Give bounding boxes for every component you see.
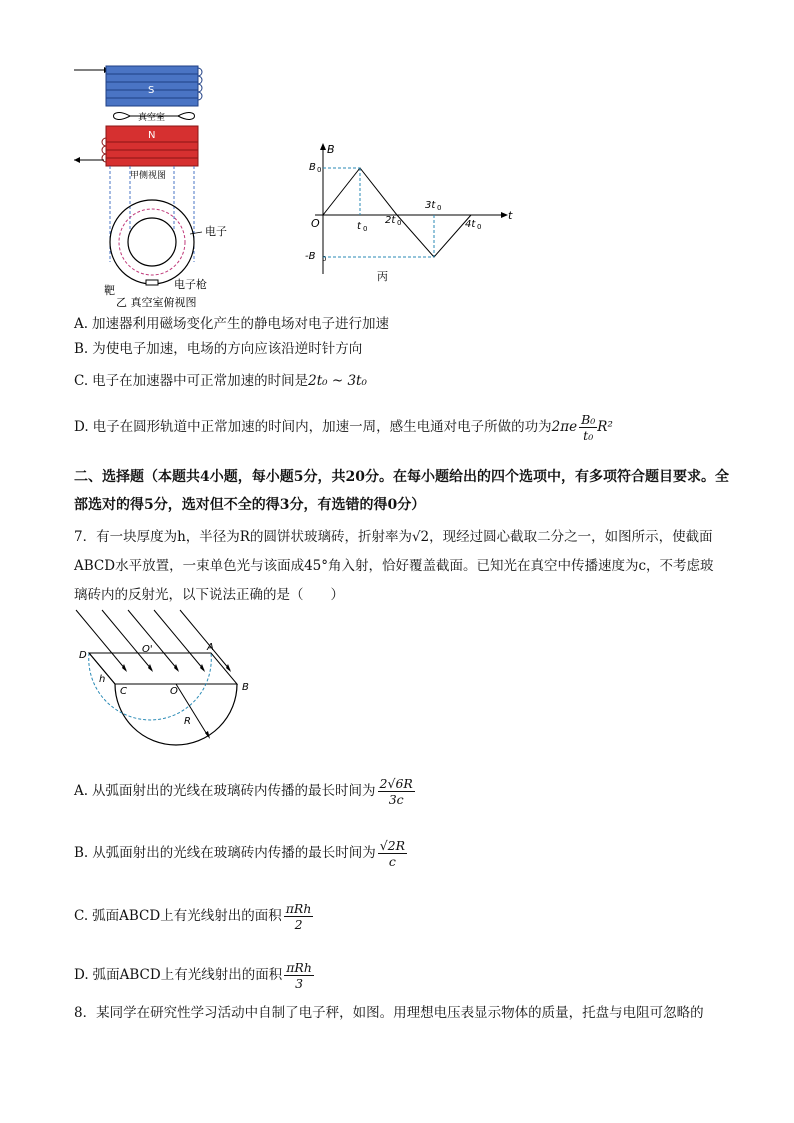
electron-label: 电子 [205, 225, 227, 238]
fraction: $\frac{\text{πRh}}{2}$ [285, 901, 312, 932]
neg-b0-label: -B [305, 251, 316, 262]
label-d: D [79, 650, 87, 661]
q6-option-c[interactable]: C. 电子在加速器中可正常加速的时间是2t₀ ~ 3t₀ [74, 373, 367, 389]
b0-label: B [309, 162, 316, 173]
fraction: $\frac{2√6R}{3c}$ [379, 776, 413, 807]
q7-option-c[interactable]: C. 弧面ABCD上有光线射出的面积 $\frac{\text{πRh}}{2}$ [74, 901, 312, 932]
label-h: h [99, 674, 106, 685]
fraction: $\frac{\text{B₀}}{\text{t₀}}$ [581, 412, 596, 443]
target-label: 靶 [104, 284, 115, 297]
q6-option-b[interactable]: B. 为使电子加速，电场的方向应该沿逆时针方向 [74, 341, 363, 357]
side-view-caption: 甲侧视图 [130, 171, 167, 181]
b-curve [323, 168, 471, 257]
origin-label: O [311, 217, 320, 230]
svg-text:0: 0 [477, 223, 482, 231]
figure-glass-brick [72, 606, 262, 746]
q7-option-d[interactable]: D. 弧面ABCD上有光线射出的面积 $\frac{\text{πRh}}{3}$ [74, 960, 312, 991]
top-view-caption: 乙 真空室俯视图 [116, 296, 197, 309]
n-label: N [148, 130, 156, 141]
outer-ring [110, 200, 194, 284]
svg-text:0: 0 [317, 166, 322, 174]
label-c: C [120, 686, 127, 697]
svg-text:0: 0 [397, 219, 402, 227]
q6-option-a[interactable]: A. 加速器利用磁场变化产生的静电场对电子进行加速 [74, 316, 390, 332]
label-o: O [170, 686, 178, 697]
fraction: $\frac{√2R}{c}$ [379, 838, 406, 869]
t2-label: 2t [385, 215, 396, 226]
label-r: R [184, 716, 191, 727]
electron-gun [146, 280, 158, 285]
inner-ring [128, 218, 176, 266]
fraction: $\frac{\text{πRh}}{3}$ [286, 960, 312, 991]
axis-y-label: B [327, 143, 335, 156]
svg-text:0: 0 [437, 204, 442, 212]
graph-caption: 丙 [377, 270, 388, 283]
label-a: A [207, 642, 214, 653]
gun-label: 电子枪 [174, 278, 207, 291]
radius-line [176, 684, 208, 736]
q7-option-b[interactable]: B. 从弧面射出的光线在玻璃砖内传播的最长时间为 $\frac{√2R}{c}$ [74, 838, 406, 869]
q7-option-a[interactable]: A. 从弧面射出的光线在玻璃砖内传播的最长时间为 $\frac{2√6R}{3c}$ [74, 776, 413, 807]
figure-accelerator [70, 62, 250, 312]
electron-orbit [119, 209, 185, 275]
axis-x-label: t [508, 209, 513, 222]
q6-option-d[interactable]: D. 电子在圆形轨道中正常加速的时间内，加速一周，感生电通对电子所做的功为2πe $\frac{\text{B₀}}{\text{t₀}}$ R² [74, 412, 613, 443]
svg-text:0: 0 [363, 225, 368, 233]
vacuum-label: 真空室 [138, 113, 166, 123]
figure-bt-graph [305, 140, 520, 285]
label-oprime: O' [142, 644, 153, 655]
s-label: S [148, 85, 155, 96]
label-b: B [242, 682, 249, 693]
q7-stem: 7．有一块厚度为h，半径为R的圆饼状玻璃砖，折射率为√2，现经过圆心截取二分之一，如图所示，使截面ABCD水平放置，一束单色光与该面成45°角入射，恰好覆盖截面。已知光在真空中传播速度为c，不考虑玻璃砖内的反射光，以下说法正确的是（ ） [74, 529, 714, 603]
t4-label: 4t [465, 219, 476, 230]
q8-stem: 8．某同学在研究性学习活动中自制了电子秤，如图。用理想电压表显示物体的质量，托盘与电阻可忽略的 [74, 1005, 704, 1021]
svg-text:0: 0 [322, 255, 327, 263]
t0-label: t [357, 221, 361, 232]
t3-label: 3t [425, 200, 436, 211]
section-heading: 二、选择题（本题共4小题，每小题5分，共20分。在每小题给出的四个选项中，有多项符合题目要求。全部选对的得5分，选对但不全的得3分，有选错的得0分） [74, 469, 729, 513]
